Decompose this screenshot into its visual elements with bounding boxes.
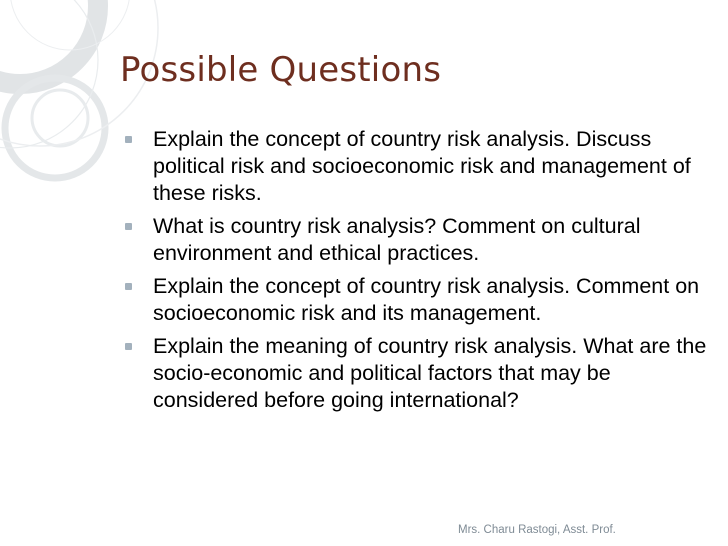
square-bullet-icon bbox=[125, 136, 132, 143]
question-text: Explain the concept of country risk analysis. Discuss political risk and socioeconomic risk and management of these risks. bbox=[153, 127, 691, 205]
question-text: Explain the concept of country risk analysis. Comment on socioeconomic risk and its management. bbox=[153, 274, 700, 325]
slide-title: Possible Questions bbox=[120, 50, 442, 90]
square-bullet-icon bbox=[125, 343, 132, 350]
list-item bbox=[125, 126, 710, 207]
question-text: Explain the meaning of country risk analysis. What are the socio-economic and political factors that may be considered before going international? bbox=[153, 334, 707, 412]
square-bullet-icon bbox=[125, 223, 132, 230]
list-item bbox=[125, 333, 710, 414]
list-item bbox=[125, 213, 710, 267]
list-item bbox=[125, 273, 710, 327]
slide-footer: Mrs. Charu Rastogi, Asst. Prof. bbox=[458, 524, 616, 536]
question-list bbox=[125, 126, 710, 414]
square-bullet-icon bbox=[125, 283, 132, 290]
question-text: What is country risk analysis? Comment on cultural environment and ethical practices. bbox=[153, 214, 641, 265]
